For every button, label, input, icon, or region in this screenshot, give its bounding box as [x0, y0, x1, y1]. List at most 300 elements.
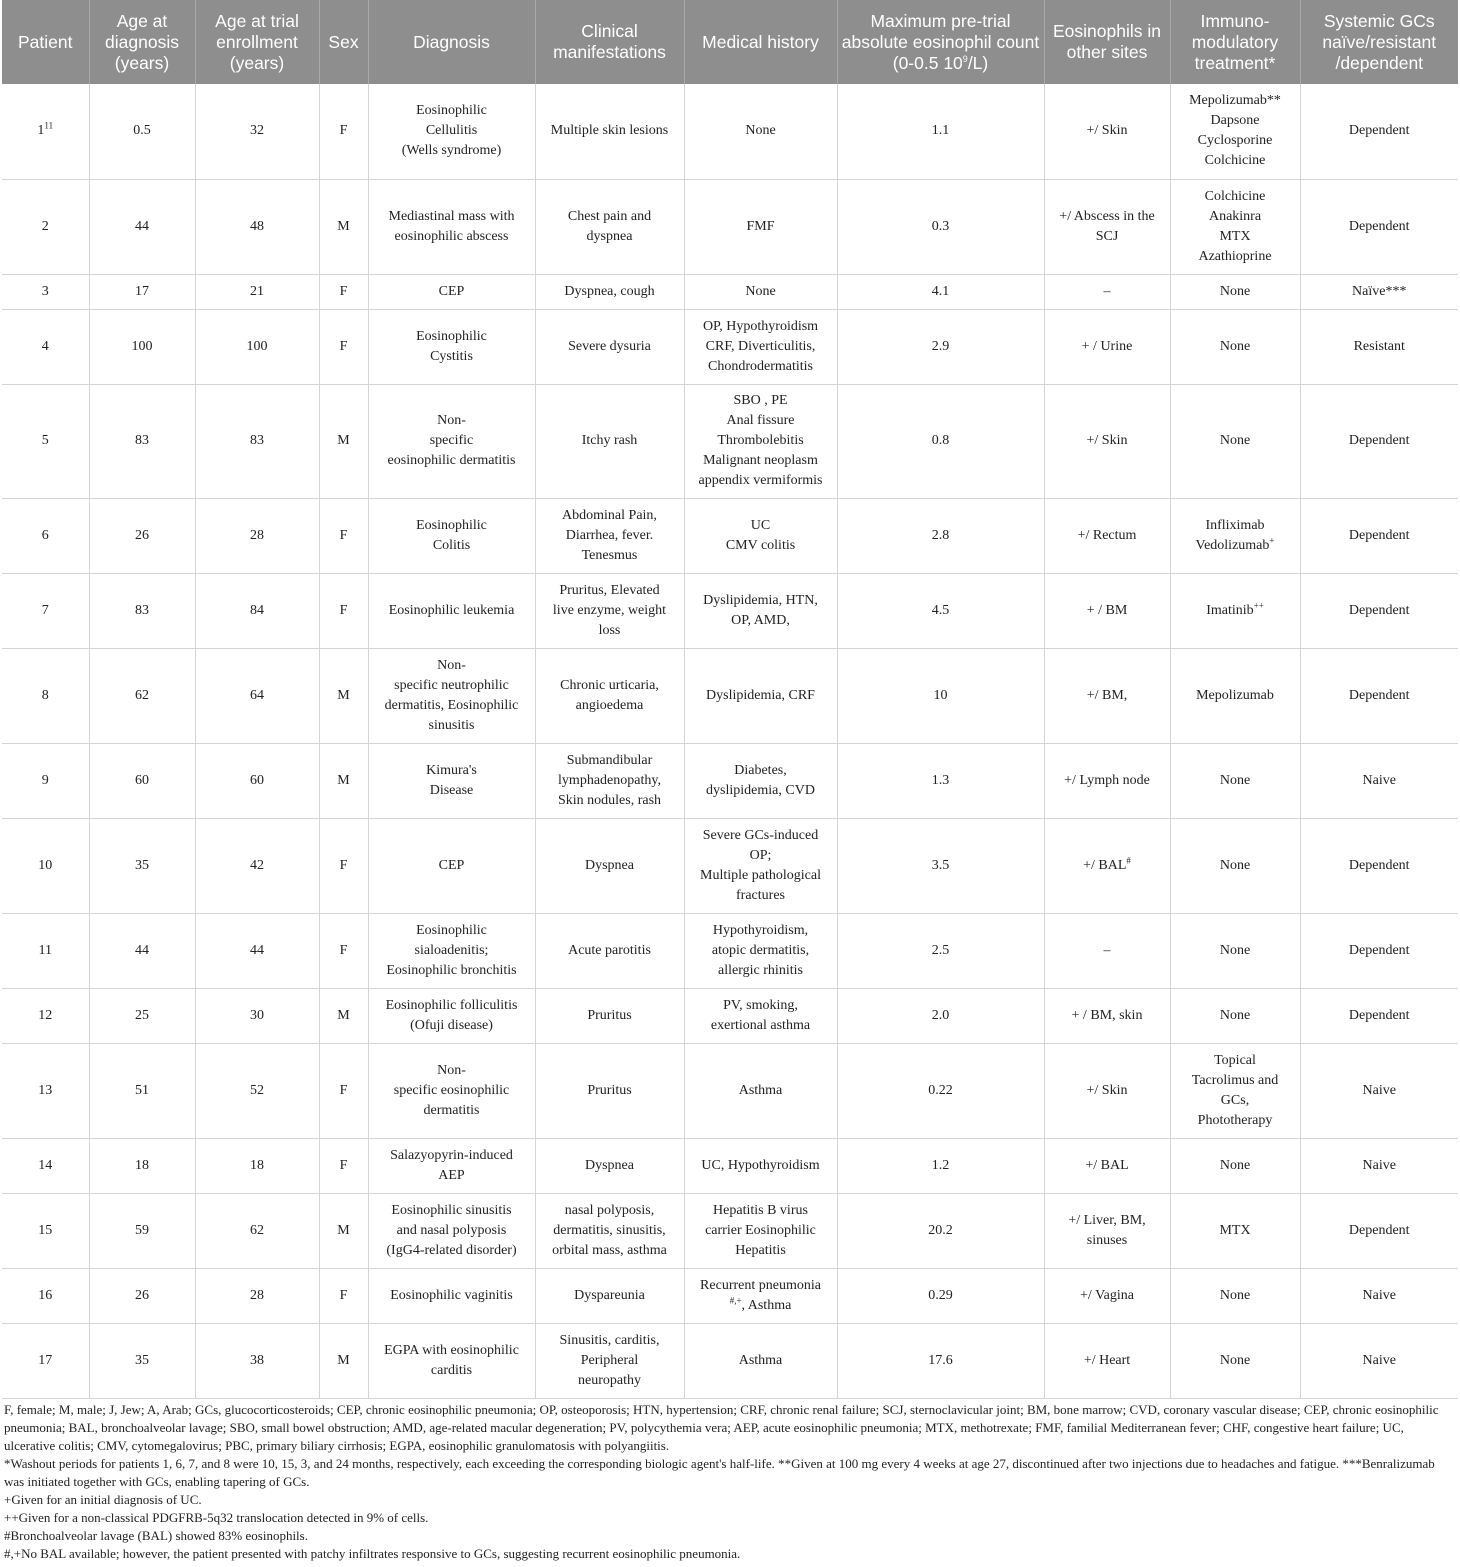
cell-diagnosis	[368, 498, 535, 573]
cell-line: Dapsone	[1210, 113, 1260, 129]
cell-line: orbital mass, asthma	[552, 1242, 667, 1258]
cell-line: UC, Hypothyroidism	[701, 1157, 820, 1173]
cell-line: 60	[135, 772, 149, 788]
table-row	[2, 384, 1458, 498]
cell-line: Colchicine	[1204, 188, 1266, 204]
cell-line: Acute parotitis	[568, 942, 651, 958]
cell-text: , Asthma	[741, 1297, 792, 1313]
cell-line: 0.5	[133, 123, 151, 139]
cell-line: dermatitis, sinusitis,	[553, 1222, 666, 1238]
cell-max-eosinophil-count	[837, 179, 1044, 274]
cell-eosinophils-other-sites	[1044, 309, 1170, 384]
cell-line: 17	[38, 1352, 53, 1368]
cell-sex	[319, 498, 368, 573]
cell-max-eosinophil-count	[837, 384, 1044, 498]
cell-line: 2	[41, 218, 49, 234]
header-text: count (0-0.5 10	[892, 31, 1040, 73]
cell-medical-history	[684, 179, 837, 274]
cell-line: 100	[131, 338, 153, 354]
cell-max-eosinophil-count	[837, 274, 1044, 309]
cell-line: M	[337, 1007, 350, 1023]
cell-max-eosinophil-count	[837, 1138, 1044, 1193]
cell-line: OP, AMD,	[731, 612, 790, 628]
cell-line: +/ Vagina	[1080, 1287, 1134, 1303]
cell-eosinophils-other-sites	[1044, 498, 1170, 573]
cell-line: UC	[750, 517, 771, 533]
cell-line: Dyspareunia	[574, 1287, 645, 1303]
header-line: Age at	[116, 10, 168, 31]
cell-medical-history	[684, 648, 837, 743]
cell-medical-history	[684, 1138, 837, 1193]
cell-clinical-manifestations	[535, 84, 684, 179]
cell-immunomodulatory-treatment	[1170, 274, 1300, 309]
cell-immunomodulatory-treatment	[1170, 384, 1300, 498]
table-row	[2, 1193, 1458, 1268]
cell-line: 4	[41, 338, 49, 354]
cell-line: –	[1103, 942, 1111, 958]
cell-line: Submandibular	[566, 752, 653, 768]
cell-text: 1	[37, 123, 45, 139]
cell-line: None	[1219, 857, 1251, 873]
cell-age-at-diagnosis	[89, 384, 195, 498]
cell-line: None	[1219, 1157, 1251, 1173]
cell-patient	[2, 743, 89, 818]
cell-line: Cellulitis	[425, 123, 478, 139]
cell-line: sialoadenitis;	[414, 942, 489, 958]
cell-line: nasal polyposis,	[564, 1202, 655, 1218]
cell-line: Mediastinal mass with	[388, 208, 515, 224]
cell-systemic-gcs-status	[1300, 84, 1458, 179]
footnote-abbreviations: F, female; M, male; J, Jew; A, Arab; GCs, glucocorticosteroids; CEP, chronic eosinophilic pneumonia; OP, osteoporosis; HTN, hypertension; CRF, chronic renal failure; SCJ, sternoclavicular joint; BM, bone marrow; CVD, coronary vascular disease; CEP, chronic eosinophilic pneumonia; BAL, bronchoalveolar lavage; SBO, small bowel obstruction; AMD, age-related macular degeneration; PV, polycythemia vera; AEP, acute eosinophilic pneumonia; MTX, methotrexate; FMF, familial Mediterranean fever; CHF, congestive heart failure; UC, ulcerative colitis; CMV, cytomegalovirus; PBC, primary biliary cirrhosis; EGPA, eosinophilic granulomatosis with polyangiitis.	[4, 1401, 1439, 1453]
cell-line: Dyspnea	[585, 857, 634, 873]
cell-patient	[2, 988, 89, 1043]
header-age-enrollment	[195, 0, 319, 84]
cell-line: loss	[598, 622, 621, 638]
table-row	[2, 179, 1458, 274]
cell-diagnosis	[368, 1323, 535, 1398]
cell-max-eosinophil-count	[837, 84, 1044, 179]
cell-medical-history	[684, 743, 837, 818]
cell-line: live enzyme, weight	[552, 602, 667, 618]
cell-line: Pruritus, Elevated	[559, 582, 660, 598]
cell-line: MTX	[1219, 1222, 1251, 1238]
cell-age-at-diagnosis	[89, 818, 195, 913]
cell-line: 0.22	[928, 1082, 953, 1098]
cell-patient	[2, 179, 89, 274]
cell-line: 12	[38, 1007, 53, 1023]
cell-patient	[2, 384, 89, 498]
cell-line: Hepatitis	[735, 1242, 786, 1258]
table-row	[2, 84, 1458, 179]
cell-line: Phototherapy	[1197, 1112, 1273, 1128]
cell-age-at-enrollment	[195, 84, 319, 179]
footnote-hash-plus: #,+No BAL available; however, the patient presented with patchy infiltrates responsive to GCs, suggesting recurrent eosinophilic pneumonia.	[4, 1545, 741, 1561]
cell-line: specific eosinophilic	[393, 1082, 510, 1098]
cell-line: Peripheral	[580, 1352, 639, 1368]
cell-line: Non-	[437, 413, 466, 428]
cell-line: 84	[250, 602, 264, 618]
cell-eosinophils-other-sites	[1044, 1268, 1170, 1323]
cell-line: None	[745, 283, 776, 299]
header-line: naïve/resistant	[1322, 31, 1437, 52]
cell-medical-history	[684, 384, 837, 498]
cell-diagnosis	[368, 743, 535, 818]
cell-line: Skin nodules, rash	[557, 792, 662, 808]
cell-patient	[2, 1138, 89, 1193]
header-eosinophils-other-sites	[1044, 0, 1170, 84]
cell-immunomodulatory-treatment	[1170, 913, 1300, 988]
cell-diagnosis	[368, 179, 535, 274]
cell-line: (IgG4-related disorder)	[386, 1242, 517, 1258]
cell-line: (Ofuji disease)	[410, 1017, 493, 1033]
cell-line: 18	[135, 1157, 149, 1173]
footnote-hash: #Bronchoalveolar lavage (BAL) showed 83% eosinophils.	[4, 1527, 308, 1543]
cell-line: 83	[250, 433, 264, 448]
cell-immunomodulatory-treatment	[1170, 573, 1300, 648]
cell-diagnosis	[368, 573, 535, 648]
table-row	[2, 743, 1458, 818]
cell-clinical-manifestations	[535, 913, 684, 988]
cell-line: Infliximab	[1205, 517, 1265, 533]
cell-age-at-enrollment	[195, 818, 319, 913]
cell-systemic-gcs-status	[1300, 818, 1458, 913]
cell-line: OP;	[749, 847, 772, 863]
cell-line: Cystitis	[430, 348, 473, 364]
cell-line: F	[339, 857, 348, 873]
cell-medical-history	[684, 1043, 837, 1138]
cell-line: carditis	[430, 1362, 473, 1378]
cell-max-eosinophil-count	[837, 1323, 1044, 1398]
cell-sex	[319, 988, 368, 1043]
header-line: (years)	[114, 52, 170, 73]
cell-line: 35	[135, 1352, 149, 1368]
cell-immunomodulatory-treatment	[1170, 498, 1300, 573]
cell-line: 59	[135, 1222, 149, 1238]
cell-eosinophils-other-sites	[1044, 743, 1170, 818]
cell-line: AEP	[438, 1167, 465, 1183]
cell-age-at-diagnosis	[89, 1043, 195, 1138]
cell-systemic-gcs-status	[1300, 1268, 1458, 1323]
cell-age-at-enrollment	[195, 1138, 319, 1193]
cell-line: Topical	[1214, 1052, 1256, 1068]
cell-immunomodulatory-treatment	[1170, 648, 1300, 743]
cell-eosinophils-other-sites	[1044, 1323, 1170, 1398]
cell-line: None	[1219, 1007, 1251, 1023]
cell-medical-history	[684, 573, 837, 648]
cell-systemic-gcs-status	[1300, 988, 1458, 1043]
cell-line: 10	[933, 687, 948, 703]
cell-sex	[319, 274, 368, 309]
cell-line: dyspnea	[586, 228, 633, 244]
cell-line: 62	[250, 1222, 264, 1238]
cell-line: and nasal polyposis	[396, 1222, 507, 1238]
cell-line: dermatitis, Eosinophilic	[384, 697, 519, 713]
reference-superscript: 11	[44, 120, 54, 131]
cell-line: Multiple skin lesions	[550, 123, 669, 139]
cell-line: 2.9	[931, 338, 950, 354]
cell-line: 28	[250, 1287, 264, 1303]
cell-line: Chronic urticaria,	[560, 677, 659, 693]
cell-line: Eosinophilic	[416, 103, 487, 119]
cell-line: 4.5	[931, 602, 950, 618]
cell-medical-history	[684, 84, 837, 179]
header-line: (years)	[229, 52, 285, 73]
cell-age-at-enrollment	[195, 1323, 319, 1398]
cell-line: lymphadenopathy,	[558, 772, 661, 788]
cell-line: Tacrolimus and	[1191, 1072, 1279, 1088]
cell-line: –	[1103, 283, 1111, 299]
cell-line: sinusitis	[428, 717, 475, 733]
cell-clinical-manifestations	[535, 1268, 684, 1323]
cell-line: 10	[38, 857, 53, 873]
cell-immunomodulatory-treatment	[1170, 818, 1300, 913]
table-row	[2, 1043, 1458, 1138]
cell-systemic-gcs-status	[1300, 1043, 1458, 1138]
cell-line: Dyslipidemia, HTN,	[703, 592, 818, 608]
cell-sex	[319, 913, 368, 988]
cell-line: 4.1	[931, 283, 950, 299]
cell-line: Asthma	[738, 1352, 783, 1368]
cell-line	[1051, 856, 1164, 876]
cell-line: 2.0	[931, 1007, 950, 1023]
cell-age-at-enrollment	[195, 988, 319, 1043]
cell-line: 7	[41, 602, 49, 618]
cell-systemic-gcs-status	[1300, 743, 1458, 818]
cell-line: CMV colitis	[725, 537, 796, 553]
table-row	[2, 818, 1458, 913]
header-sex: Sex	[319, 0, 368, 84]
cell-line: appendix vermiformis	[698, 473, 823, 488]
cell-immunomodulatory-treatment	[1170, 179, 1300, 274]
cell-diagnosis	[368, 384, 535, 498]
header-line: /dependent	[1335, 52, 1424, 73]
cell-eosinophils-other-sites	[1044, 988, 1170, 1043]
cell-line: exertional asthma	[710, 1017, 811, 1033]
cell-age-at-diagnosis	[89, 1138, 195, 1193]
cell-systemic-gcs-status	[1300, 913, 1458, 988]
header-superscript: 9	[962, 53, 968, 64]
cell-max-eosinophil-count	[837, 309, 1044, 384]
cell-age-at-enrollment	[195, 1193, 319, 1268]
cell-diagnosis	[368, 913, 535, 988]
cell-systemic-gcs-status	[1300, 309, 1458, 384]
cell-text: Imatinib	[1206, 602, 1254, 618]
cell-line: 3	[41, 283, 49, 299]
cell-max-eosinophil-count	[837, 913, 1044, 988]
cell-line: CEP	[438, 283, 465, 299]
cell-line: Itchy rash	[581, 433, 638, 448]
cell-line: 2.5	[931, 942, 950, 958]
cell-medical-history	[684, 818, 837, 913]
cell-line: Colitis	[432, 537, 471, 553]
cell-line: 20.2	[928, 1222, 953, 1238]
cell-line: 38	[250, 1352, 264, 1368]
cell-diagnosis	[368, 1138, 535, 1193]
cell-line: neuropathy	[578, 1372, 641, 1388]
cell-systemic-gcs-status	[1300, 1323, 1458, 1398]
cell-line: eosinophilic dermatitis	[387, 453, 516, 468]
cell-line: F	[339, 602, 348, 618]
cell-patient	[2, 274, 89, 309]
footnote-marker: ++	[1253, 599, 1264, 610]
cell-line	[1177, 601, 1294, 621]
cell-max-eosinophil-count	[837, 1193, 1044, 1268]
cell-line: Naive	[1362, 1157, 1396, 1173]
header-line: absolute eosinophil	[841, 31, 992, 52]
cell-eosinophils-other-sites	[1044, 913, 1170, 988]
cell-patient	[2, 1193, 89, 1268]
cell-age-at-diagnosis	[89, 913, 195, 988]
cell-clinical-manifestations	[535, 498, 684, 573]
table-row	[2, 988, 1458, 1043]
cell-line: F	[339, 123, 348, 139]
footnote-marker: +	[1269, 534, 1275, 545]
cell-systemic-gcs-status	[1300, 274, 1458, 309]
cell-line: +/ Liver, BM,	[1068, 1212, 1146, 1228]
cell-age-at-diagnosis	[89, 988, 195, 1043]
cell-line: 0.29	[928, 1287, 953, 1303]
cell-line: Dependent	[1348, 218, 1410, 234]
cell-line: 16	[38, 1287, 53, 1303]
cell-line: None	[745, 123, 776, 139]
cell-line: Naïve***	[1352, 283, 1407, 299]
cell-medical-history	[684, 913, 837, 988]
cell-line: Asthma	[738, 1082, 783, 1098]
table-body	[2, 84, 1458, 1398]
cell-age-at-diagnosis	[89, 1323, 195, 1398]
cell-line: SBO , PE	[733, 393, 788, 408]
cell-line: 25	[135, 1007, 149, 1023]
table-footnotes	[2, 1399, 1454, 1563]
cell-patient	[2, 648, 89, 743]
cell-line: 1.1	[931, 123, 950, 139]
cell-line: Eosinophilic	[416, 328, 487, 344]
cell-clinical-manifestations	[535, 309, 684, 384]
cell-line: Mepolizumab**	[1189, 93, 1281, 109]
cell-max-eosinophil-count	[837, 988, 1044, 1043]
cell-clinical-manifestations	[535, 573, 684, 648]
cell-sex	[319, 743, 368, 818]
cell-line: Malignant neoplasm	[703, 453, 818, 468]
cell-diagnosis	[368, 1268, 535, 1323]
cell-sex	[319, 1193, 368, 1268]
cell-medical-history	[684, 1268, 837, 1323]
cell-line: 14	[38, 1157, 53, 1173]
cell-age-at-diagnosis	[89, 648, 195, 743]
table-row	[2, 1323, 1458, 1398]
cell-line: Naive	[1362, 1352, 1396, 1368]
cell-immunomodulatory-treatment	[1170, 84, 1300, 179]
cell-clinical-manifestations	[535, 648, 684, 743]
cell-line: Azathioprine	[1198, 248, 1272, 264]
cell-line: 9	[41, 772, 49, 788]
footnote-washout: *Washout periods for patients 1, 6, 7, and 8 were 10, 15, 3, and 24 months, respectively, each exceeding the corresponding biologic agent's half-life. **Given at 100 mg every 4 weeks at age 27, discontinued after two injections due to headaches and fatigue. ***Benralizumab was initiated together with GCs, enabling tapering of GCs.	[4, 1455, 1435, 1489]
cell-line: F	[339, 527, 348, 543]
cell-eosinophils-other-sites	[1044, 1193, 1170, 1268]
cell-line: F	[339, 1287, 348, 1303]
cell-line: specific neutrophilic	[394, 677, 509, 693]
cell-eosinophils-other-sites	[1044, 84, 1170, 179]
cell-line: Non-	[437, 657, 466, 673]
cell-line: Anal fissure	[726, 413, 795, 428]
cell-line: +/ Heart	[1083, 1352, 1131, 1368]
cell-sex	[319, 84, 368, 179]
cell-age-at-enrollment	[195, 913, 319, 988]
cell-systemic-gcs-status	[1300, 1193, 1458, 1268]
cell-diagnosis	[368, 84, 535, 179]
cell-line: 18	[250, 1157, 264, 1173]
cell-line: Hepatitis B virus	[713, 1202, 808, 1218]
cell-line: Tenesmus	[581, 547, 638, 563]
cell-clinical-manifestations	[535, 1193, 684, 1268]
cell-line: Non-	[437, 1062, 466, 1078]
cell-line: Resistant	[1353, 338, 1405, 354]
header-diagnosis: Diagnosis	[368, 0, 535, 84]
cell-diagnosis	[368, 648, 535, 743]
cell-sex	[319, 384, 368, 498]
cell-eosinophils-other-sites	[1044, 384, 1170, 498]
cell-immunomodulatory-treatment	[1170, 1043, 1300, 1138]
cell-immunomodulatory-treatment	[1170, 1138, 1300, 1193]
cell-line: +/ Rectum	[1077, 527, 1137, 543]
cell-line: CEP	[438, 857, 465, 873]
cell-line: Dependent	[1348, 1222, 1410, 1238]
cell-eosinophils-other-sites	[1044, 648, 1170, 743]
cell-line: OP, Hypothyroidism	[702, 318, 819, 334]
cell-line: Eosinophilic sinusitis	[391, 1202, 512, 1218]
cell-line: Dependent	[1348, 602, 1410, 618]
cell-line: Thrombolebitis	[717, 433, 804, 448]
table-row	[2, 913, 1458, 988]
cell-line: + / BM, skin	[1071, 1007, 1143, 1023]
cell-line: 42	[250, 857, 264, 873]
cell-line: GCs,	[1220, 1092, 1250, 1108]
cell-sex	[319, 1043, 368, 1138]
table-row	[2, 573, 1458, 648]
cell-eosinophils-other-sites	[1044, 1043, 1170, 1138]
cell-max-eosinophil-count	[837, 498, 1044, 573]
cell-line	[691, 1296, 831, 1316]
cell-line: Eosinophilic bronchitis	[386, 962, 517, 978]
cell-line: 26	[135, 527, 149, 543]
cell-eosinophils-other-sites	[1044, 1138, 1170, 1193]
cell-age-at-diagnosis	[89, 179, 195, 274]
cell-immunomodulatory-treatment	[1170, 1268, 1300, 1323]
cell-line: EGPA with eosinophilic	[384, 1342, 519, 1358]
cell-line: 35	[135, 857, 149, 873]
cell-age-at-enrollment	[195, 498, 319, 573]
cell-max-eosinophil-count	[837, 648, 1044, 743]
cell-line: +/ Abscess in the	[1059, 208, 1155, 224]
cell-line: 28	[250, 527, 264, 543]
table-row	[2, 498, 1458, 573]
header-line: Eosinophils	[1053, 21, 1143, 41]
cell-line: +/ Skin	[1086, 433, 1128, 448]
cell-line: fractures	[736, 887, 785, 903]
cell-line: F	[339, 283, 348, 299]
cell-line: None	[1219, 942, 1251, 958]
header-line: diagnosis	[105, 31, 179, 52]
cell-line: 6	[41, 527, 49, 543]
cell-clinical-manifestations	[535, 818, 684, 913]
cell-max-eosinophil-count	[837, 573, 1044, 648]
header-medical-history: Medical history	[684, 0, 837, 84]
cell-line: 44	[135, 942, 149, 958]
cell-clinical-manifestations	[535, 743, 684, 818]
cell-patient	[2, 84, 89, 179]
cell-age-at-enrollment	[195, 274, 319, 309]
header-patient: Patient	[2, 0, 89, 84]
